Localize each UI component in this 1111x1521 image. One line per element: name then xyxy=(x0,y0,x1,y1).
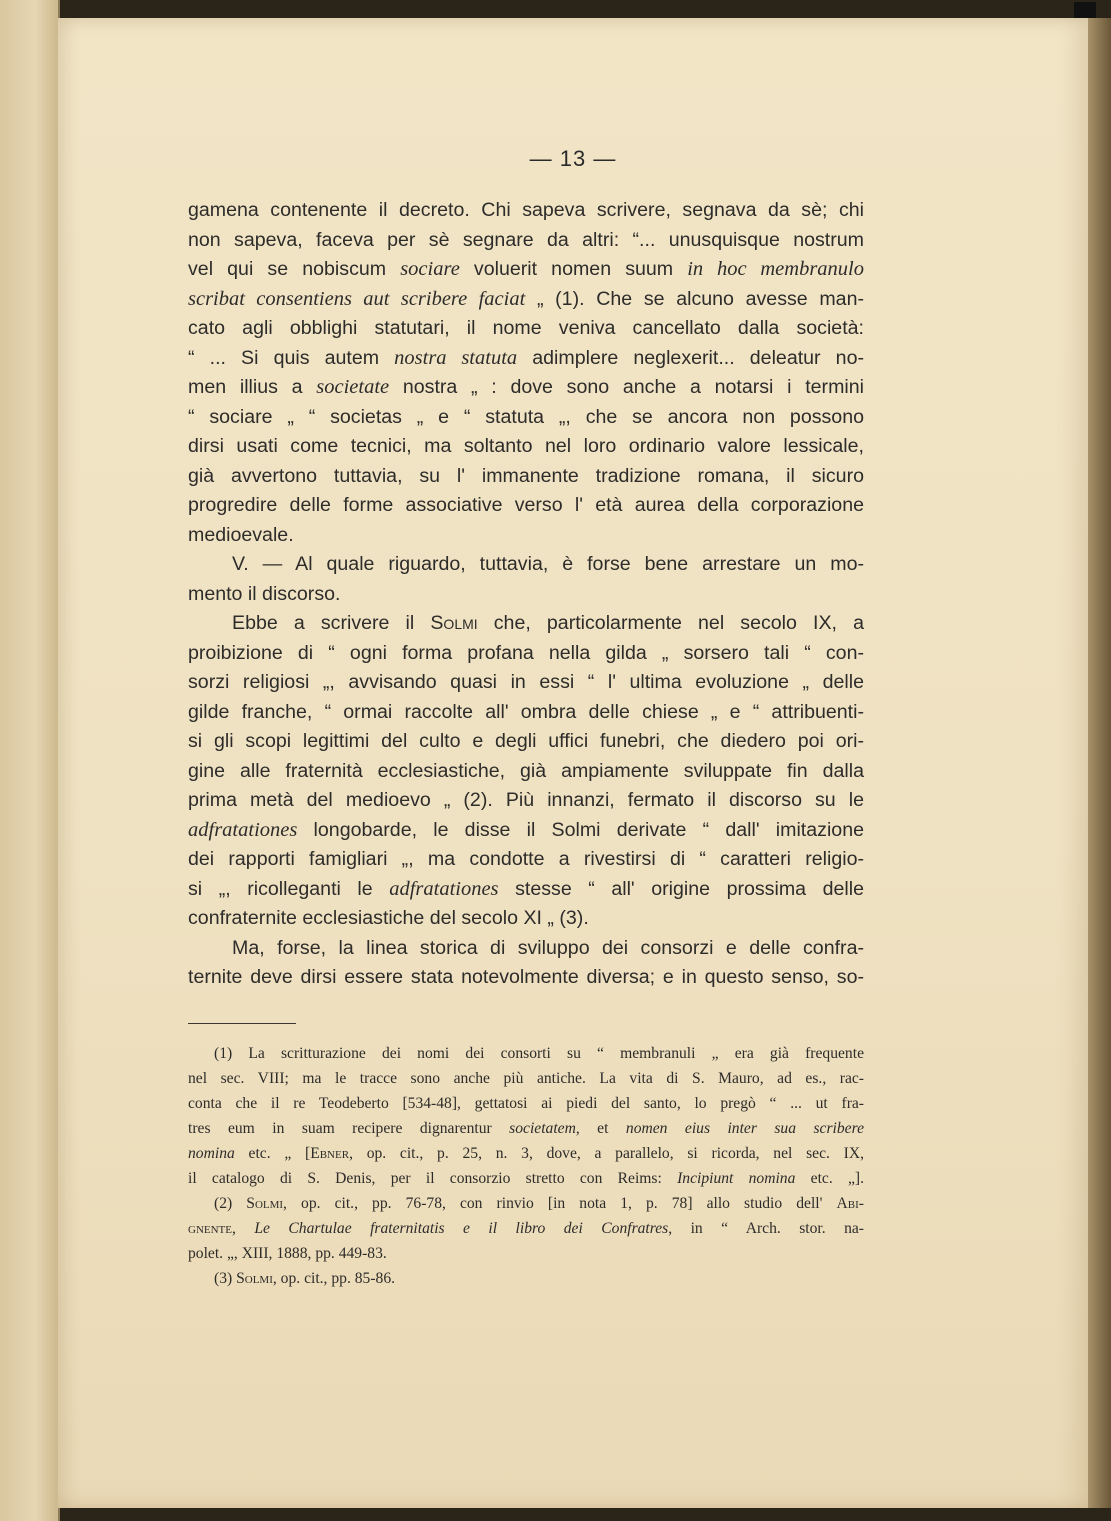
text-line: si „, ricolleganti le adfratationes stesse “ all' origine prossima delle xyxy=(188,877,864,900)
text-line: sorzi religiosi „, avvisando quasi in essi “ l' ultima evoluzione „ delle xyxy=(188,671,864,693)
text-line: già avvertono tuttavia, su l' immanente tradizione romana, il sicuro xyxy=(188,464,864,487)
footnote-line: conta che il re Teodeberto [534-48], gettatosi ai piedi del santo, lo pregò “ ... ut fra- xyxy=(188,1095,864,1112)
previous-page-edge xyxy=(0,0,60,1521)
author-name: Solmi xyxy=(246,1195,284,1212)
text-line: men illius a societate nostra „ : dove sono anche a notarsi i termini xyxy=(188,376,864,398)
text-line: adfratationes longobarde, le disse il Solmi derivate “ dall' imitazione xyxy=(188,818,864,841)
text-line: “ ... Si quis autem nostra statuta adimplere neglexerit... deleatur no- xyxy=(188,346,864,369)
author-name: gnente xyxy=(188,1220,232,1237)
text-line: ternite deve dirsi essere stata notevolmente diversa; e in questo senso, so- xyxy=(188,966,864,988)
footnote-line: il catalogo di S. Denis, per il consorzio stretto con Reims: Incipiunt nomina etc. „]. xyxy=(188,1170,864,1187)
author-name: Solmi xyxy=(236,1270,273,1287)
footnote-line: (3) Solmi, op. cit., pp. 85-86. xyxy=(214,1270,396,1287)
body-text xyxy=(188,196,864,993)
footnotes xyxy=(188,1041,864,1291)
italic-term: sociare xyxy=(400,258,460,280)
footnote-line: polet. „, XIII, 1888, pp. 449-83. xyxy=(188,1245,387,1262)
italic-term: in hoc membranulo xyxy=(687,258,864,280)
italic-term: Le Chartulae fraternitatis e il libro dei Confratres xyxy=(254,1220,669,1237)
text-line: mento il discorso. xyxy=(188,582,341,605)
author-name: Solmi xyxy=(430,612,478,634)
text-line: gamena contenente il decreto. Chi sapeva scrivere, segnava da sè; chi xyxy=(188,199,864,221)
italic-term: adfratationes xyxy=(188,818,298,841)
italic-term: societatem xyxy=(509,1120,576,1137)
text-line: prima metà del medioevo „ (2). Più innanzi, fermato il discorso su le xyxy=(188,789,864,811)
page-number: — 13 — xyxy=(529,146,617,171)
italic-term: nostra statuta xyxy=(394,346,518,369)
italic-term: Incipiunt nomina xyxy=(677,1170,796,1187)
text-line: gine alle fraternità ecclesiastiche, già ampiamente sviluppate fin dalla xyxy=(188,759,864,782)
text-line: confraternite ecclesiastiche del secolo XI „ (3). xyxy=(188,907,589,929)
text-line: cato agli obblighi statutari, il nome veniva cancellato dalla società: xyxy=(188,317,864,339)
text-line: proibizione di “ ogni forma profana nella gilda „ sorsero tali “ con- xyxy=(188,641,864,664)
footnote-line: (2) Solmi, op. cit., pp. 76-78, con rinvio [in nota 1, p. 78] allo studio dell' Abi- xyxy=(214,1195,864,1212)
footnote-line: tres eum in suam recipere dignarentur societatem, et nomen eius inter sua scribere xyxy=(188,1120,864,1137)
text-line: medioevale. xyxy=(188,523,294,546)
page-right-edge xyxy=(1088,18,1111,1508)
italic-term: nomina xyxy=(188,1145,235,1162)
text-line: V. — Al quale riguardo, tuttavia, è forse bene arrestare un mo- xyxy=(232,553,864,575)
italic-term: nomen eius inter sua scribere xyxy=(625,1120,864,1137)
text-line: scribat consentiens aut scribere faciat „ (1). Che se alcuno avesse man- xyxy=(188,287,864,310)
author-name: Abi- xyxy=(836,1195,864,1212)
text-line: dirsi usati come tecnici, ma soltanto nel loro ordinario valore lessicale, xyxy=(188,435,864,457)
italic-term: adfratationes xyxy=(389,877,499,900)
author-name: Ebner xyxy=(310,1145,350,1162)
text-line: progredire delle forme associative verso l' età aurea della corporazione xyxy=(188,494,864,516)
text-line: dei rapporti famigliari „, ma condotte a rivestirsi di “ caratteri religio- xyxy=(188,848,864,870)
text-line: vel qui se nobiscum sociare voluerit nomen suum in hoc membranulo xyxy=(188,258,864,280)
text-line: Ma, forse, la linea storica di sviluppo dei consorzi e delle confra- xyxy=(232,936,864,959)
footnote-line: nomina etc. „ [Ebner, op. cit., p. 25, n. 3, dove, a parallelo, si ricorda, nel sec. IX, xyxy=(188,1145,864,1162)
text-line: Ebbe a scrivere il Solmi che, particolarmente nel secolo IX, a xyxy=(232,612,864,634)
book-page xyxy=(58,18,1088,1508)
italic-term: scribat consentiens aut scribere faciat xyxy=(188,287,526,310)
italic-term: societate xyxy=(316,376,390,398)
footnote-line: gnente, Le Chartulae fraternitatis e il libro dei Confratres, in “ Arch. stor. na- xyxy=(188,1220,864,1237)
text-line: non sapeva, faceva per sè segnare da altri: “... unusquisque nostrum xyxy=(188,228,864,251)
footnote-line: nel sec. VIII; ma le tracce sono anche più antiche. La vita di S. Mauro, ad es., rac- xyxy=(188,1070,864,1087)
footnote-separator xyxy=(188,1023,296,1024)
text-line: si gli scopi legittimi del culto e degli uffici funebri, che diedero poi ori- xyxy=(188,730,864,752)
text-line: “ sociare „ “ societas „ e “ statuta „, che se ancora non possono xyxy=(188,405,864,428)
footnote-line: (1) La scritturazione dei nomi dei consorti su “ membranuli „ era già frequente xyxy=(214,1045,864,1062)
text-line: gilde franche, “ ormai raccolte all' ombra delle chiese „ e “ attribuenti- xyxy=(188,700,864,723)
